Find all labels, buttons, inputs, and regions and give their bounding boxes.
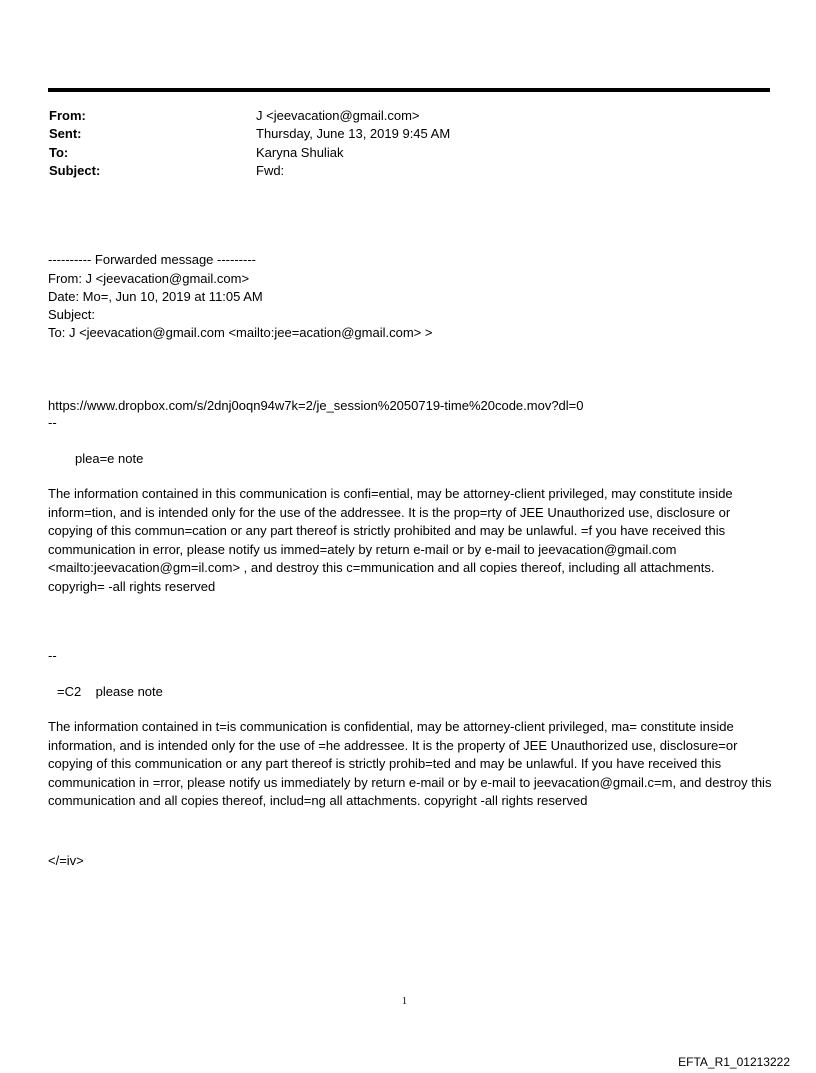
note-heading: =C2 please note [57,684,163,699]
forwarded-to: To: J <jeevacation@gmail.com <mailto:jee=acation@gmail.com> > [48,325,433,340]
forwarded-from: From: J <jeevacation@gmail.com> [48,271,250,286]
from-value: J <jeevacation@gmail.com> [256,108,420,123]
closing-tag-text: </=iv> [48,853,84,868]
from-label: From: [49,108,86,123]
to-value: Karyna Shuliak [256,145,344,160]
disclaimer-paragraph: The information contained in this communication is confi=ential, may be attorney-client privileged, may constitute inside inform=tion, and is intended only for the use of the addressee. It is the prop=rty of JEE Unauthorized use, disclosure or copying of this commun=cation or any part thereof is strictly prohibited and may be unlawful. =f you have received this communication in error, please notify us immed=ately by return e-mail or by e-mail to jeevacation@gmail.com <mailto:jeevacation@gm=il.com> , and destroy this c=mmunication and all copies thereof, including all attachments. copyrigh= -all rights reserved [48,486,733,594]
to-label: To: [49,145,69,160]
disclaimer-paragraph: The information contained in t=is communication is confidential, may be attorney-client privileged, ma= constitute inside information, and is intended only for the use of =he addressee. It is the property of JEE Unauthorized use, disclosure=or copying of this communication or any part thereof is strictly prohib=ted and may be unlawful. If you have received this communication in =rror, please notify us immediately by return e-mail or by e-mail to jeevacation@gmail.c=m, and destroy this communication and all copies thereof, includ=ng all attachments. copyright -all rights reserved [48,719,772,808]
header-divider [48,88,770,92]
forwarded-date: Date: Mo=, Jun 10, 2019 at 11:05 AM [48,289,263,304]
subject-label: Subject: [49,163,101,178]
sent-label: Sent: [49,126,82,141]
subject-value: Fwd: [256,163,285,178]
page-number: 1 [402,996,407,1007]
signature-dash: -- [48,415,57,430]
note-heading: plea=e note [75,451,144,466]
signature-dash: -- [48,648,57,663]
sent-value: Thursday, June 13, 2019 9:45 AM [256,126,451,141]
forwarded-separator: ---------- Forwarded message --------- [48,252,256,267]
dropbox-link[interactable]: https://www.dropbox.com/s/2dnj0oqn94w7k=2/je_session%2050719-time%20code.mov?dl=0 [48,398,584,413]
forwarded-subject: Subject: [48,307,95,322]
document-id: EFTA_R1_01213222 [678,1055,790,1069]
